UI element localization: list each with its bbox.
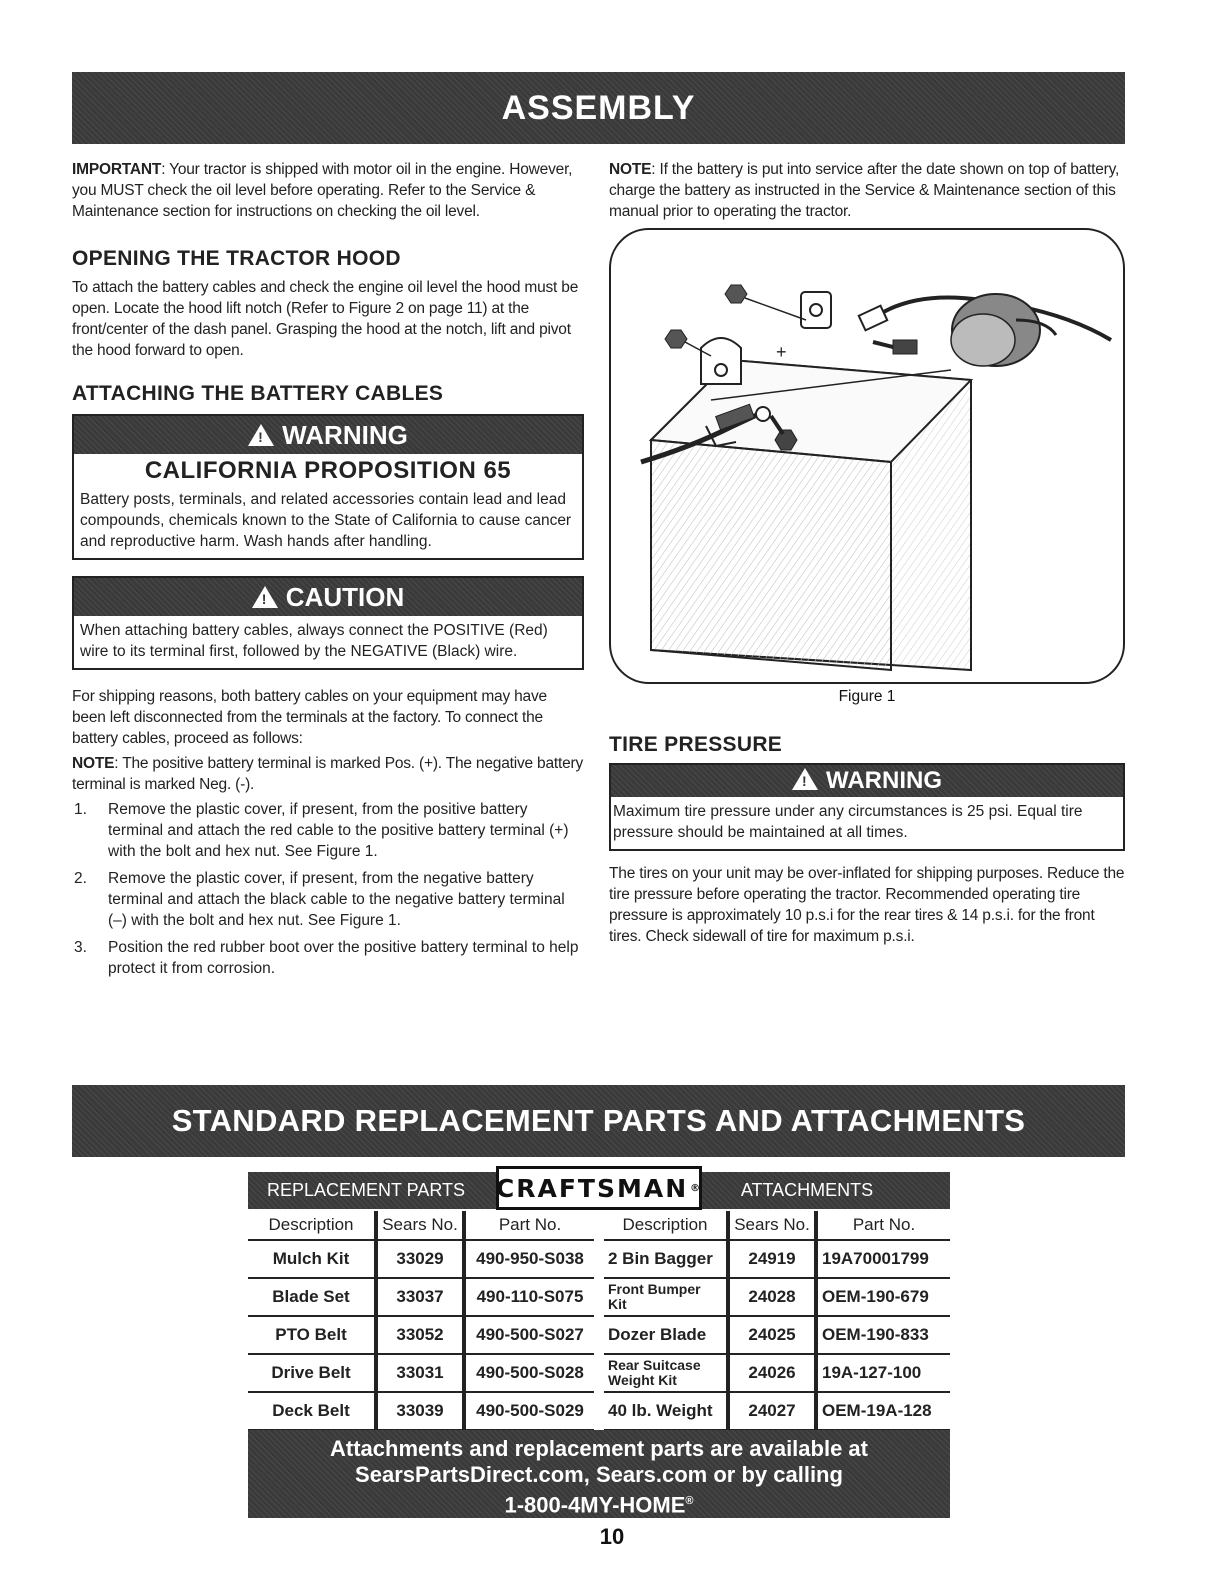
attachments-table [604, 1211, 950, 1431]
replacement-parts-table [248, 1211, 594, 1431]
note-label: NOTE [72, 755, 115, 772]
availability-line-1: Attachments and replacement parts are available at [330, 1436, 868, 1461]
step-text: Position the red rubber boot over the positive battery terminal to help protect it from corrosion. [108, 939, 579, 977]
column-header-sears-no: Sears No. [376, 1211, 464, 1240]
parts-table-wrap [248, 1172, 950, 1420]
tire-section [609, 734, 1125, 957]
positive-terminal [801, 292, 831, 328]
prop65-text: Battery posts, terminals, and related accessories contain lead and lead compounds, chemicals known to the State of California to cause cancer and reproductive harm. Wash hands after handling. [80, 491, 572, 550]
assembly-title: ASSEMBLY [501, 89, 696, 127]
part-number: 490-110-S075 [464, 1278, 594, 1316]
column-header-part-no: Part No. [816, 1211, 950, 1240]
note-text: : The positive battery terminal is marked Pos. (+). The negative battery terminal is marked Neg. (-). [72, 755, 584, 793]
shipping-paragraph: For shipping reasons, both battery cables on your equipment may have been left disconnected from the terminals at the factory. To connect the battery cables, proceed as follows: [72, 688, 547, 747]
list-item [72, 868, 584, 931]
table-row [604, 1354, 950, 1392]
table-row [248, 1392, 594, 1430]
caution-text: When attaching battery cables, always connect the POSITIVE (Red) wire to its terminal first, followed by the NEGATIVE (Black) wire. [80, 622, 548, 660]
part-description: Mulch Kit [248, 1240, 376, 1278]
table-header-row [248, 1211, 594, 1240]
attachment-part-no: 19A-127-100 [816, 1354, 950, 1392]
battery-note-text: : If the battery is put into service after the date shown on top of battery, charge the battery as instructed in the Service & Maintenance section of this manual prior to operating the tractor. [609, 161, 1120, 220]
availability-line-3 [248, 1488, 950, 1518]
craftsman-logo-text: CRAFTSMAN [495, 1173, 689, 1203]
part-sears-no: 33029 [376, 1240, 464, 1278]
hex-nut-icon [665, 330, 687, 348]
attachments-text: ATTACHMENTS [740, 1180, 874, 1200]
part-number: 490-500-S029 [464, 1392, 594, 1430]
part-sears-no: 33037 [376, 1278, 464, 1316]
attachment-description: Front Bumper Kit [604, 1278, 728, 1316]
caution-box [72, 576, 584, 670]
list-item [72, 937, 584, 979]
important-text: : Your tractor is shipped with motor oil in the engine. However, you MUST check the oil level before operating. Refer to the Service & Maintenance section for instructions on checking the oil level. [72, 161, 573, 220]
hex-nut-icon [725, 285, 747, 303]
replacement-parts-text: REPLACEMENT PARTS [266, 1180, 466, 1200]
battery-illustration [611, 230, 1123, 682]
column-header-part-no: Part No. [464, 1211, 594, 1240]
table-row [248, 1354, 594, 1392]
attachment-description: Rear Suitcase Weight Kit [604, 1354, 728, 1392]
step-number: 1. [74, 801, 87, 818]
prop65-title: CALIFORNIA PROPOSITION 65 [144, 457, 512, 484]
table-row [604, 1316, 950, 1354]
tire-warning-text: Maximum tire pressure under any circumstances is 25 psi. Equal tire pressure should be maintained at all times. [613, 803, 1083, 841]
step-number: 2. [74, 870, 87, 887]
negative-terminal [701, 338, 741, 384]
part-description: Drive Belt [248, 1354, 376, 1392]
column-header-sears-no: Sears No. [728, 1211, 816, 1240]
step-text: Remove the plastic cover, if present, from the positive battery terminal and attach the red cable to the positive battery terminal (+) with the bolt and hex nut. See Figure 1. [108, 801, 569, 860]
parts-section-header [72, 1085, 1125, 1157]
warning-triangle-icon [792, 768, 818, 790]
part-description: Deck Belt [248, 1392, 376, 1430]
figure-1-caption: Figure 1 [838, 688, 896, 705]
table-row [604, 1392, 950, 1430]
part-description: PTO Belt [248, 1316, 376, 1354]
hood-heading: OPENING THE TRACTOR HOOD [72, 247, 401, 270]
tire-heading: TIRE PRESSURE [609, 733, 783, 756]
attachment-part-no: 19A70001799 [816, 1240, 950, 1278]
battery-note-paragraph [609, 159, 1125, 222]
availability-banner [248, 1430, 950, 1518]
tire-warning-box [609, 763, 1125, 851]
table-row [248, 1278, 594, 1316]
attachment-sears-no: 24028 [728, 1278, 816, 1316]
table-row [248, 1240, 594, 1278]
part-sears-no: 33039 [376, 1392, 464, 1430]
parts-table-header [248, 1172, 950, 1209]
battery-heading: ATTACHING THE BATTERY CABLES [72, 382, 444, 405]
battery-front [651, 440, 891, 670]
assembly-header [72, 72, 1125, 144]
part-number: 490-500-S028 [464, 1354, 594, 1392]
step-number: 3. [74, 939, 87, 956]
attachment-sears-no: 24027 [728, 1392, 816, 1430]
attachment-description: 2 Bin Bagger [604, 1240, 728, 1278]
rubber-boot [951, 294, 1056, 366]
table-row [604, 1240, 950, 1278]
attachment-sears-no: 24919 [728, 1240, 816, 1278]
list-item [72, 799, 584, 862]
attachment-description: 40 lb. Weight [604, 1392, 728, 1430]
tire-warning-label: WARNING [826, 767, 942, 794]
part-number: 490-500-S027 [464, 1316, 594, 1354]
figure-1-box [609, 228, 1125, 684]
prop65-warning-header [74, 416, 582, 454]
part-number: 490-950-S038 [464, 1240, 594, 1278]
warning-triangle-icon [248, 424, 274, 446]
step-text: Remove the plastic cover, if present, from the negative battery terminal and attach the black cable to the negative battery terminal (–) with the bolt and hex nut. See Figure 1. [108, 870, 565, 929]
page-number: 10 [599, 1524, 625, 1549]
part-sears-no: 33031 [376, 1354, 464, 1392]
phone-number: 1-800-4MY-HOME [504, 1492, 686, 1518]
column-header-description: Description [248, 1211, 376, 1240]
attachment-sears-no: 24026 [728, 1354, 816, 1392]
craftsman-logo [496, 1166, 702, 1210]
tire-warning-header [611, 765, 1123, 797]
caution-header [74, 578, 582, 616]
caution-triangle-icon [252, 586, 278, 608]
hood-paragraph: To attach the battery cables and check the engine oil level the hood must be open. Locate the hood lift notch (Refer to Figure 2 on page 11) at the front/center of the dash panel. Grasping the hood at the notch, lift and pivot the hood forward to open. [72, 279, 579, 359]
attachment-sears-no: 24025 [728, 1316, 816, 1354]
attachment-part-no: OEM-19A-128 [816, 1392, 950, 1430]
column-header-description: Description [604, 1211, 728, 1240]
tire-paragraph: The tires on your unit may be over-inflated for shipping purposes. Reduce the tire pressure before operating the tractor. Recommended operating tire pressure is approximately 10 p.s.i for the rear tires & 14 p.s.i. for the front tires. Check sidewall of tire for maximum p.s.i. [609, 865, 1125, 945]
attachment-part-no: OEM-190-679 [816, 1278, 950, 1316]
important-paragraph [72, 159, 584, 222]
important-label: IMPORTANT [72, 161, 162, 178]
parts-section-title: STANDARD REPLACEMENT PARTS AND ATTACHMENTS [171, 1103, 1026, 1138]
left-column [72, 159, 584, 985]
attachment-part-no: OEM-190-833 [816, 1316, 950, 1354]
table-row [248, 1316, 594, 1354]
phone-number-mark: ® [685, 1495, 694, 1507]
craftsman-logo-mark: ® [690, 1182, 703, 1194]
right-column [609, 159, 1125, 232]
table-header-row [604, 1211, 950, 1240]
steps-list [72, 799, 584, 979]
positive-mark: + [776, 342, 787, 362]
table-row [604, 1278, 950, 1316]
part-description: Blade Set [248, 1278, 376, 1316]
note-paragraph [72, 753, 584, 795]
caution-label: CAUTION [285, 582, 405, 612]
part-sears-no: 33052 [376, 1316, 464, 1354]
prop65-warning-label: WARNING [282, 420, 408, 450]
bolt-icon [873, 340, 917, 354]
prop65-warning-box [72, 414, 584, 560]
battery-note-label: NOTE [609, 161, 652, 178]
availability-line-2: SearsPartsDirect.com, Sears.com or by calling [355, 1462, 843, 1487]
attachment-description: Dozer Blade [604, 1316, 728, 1354]
